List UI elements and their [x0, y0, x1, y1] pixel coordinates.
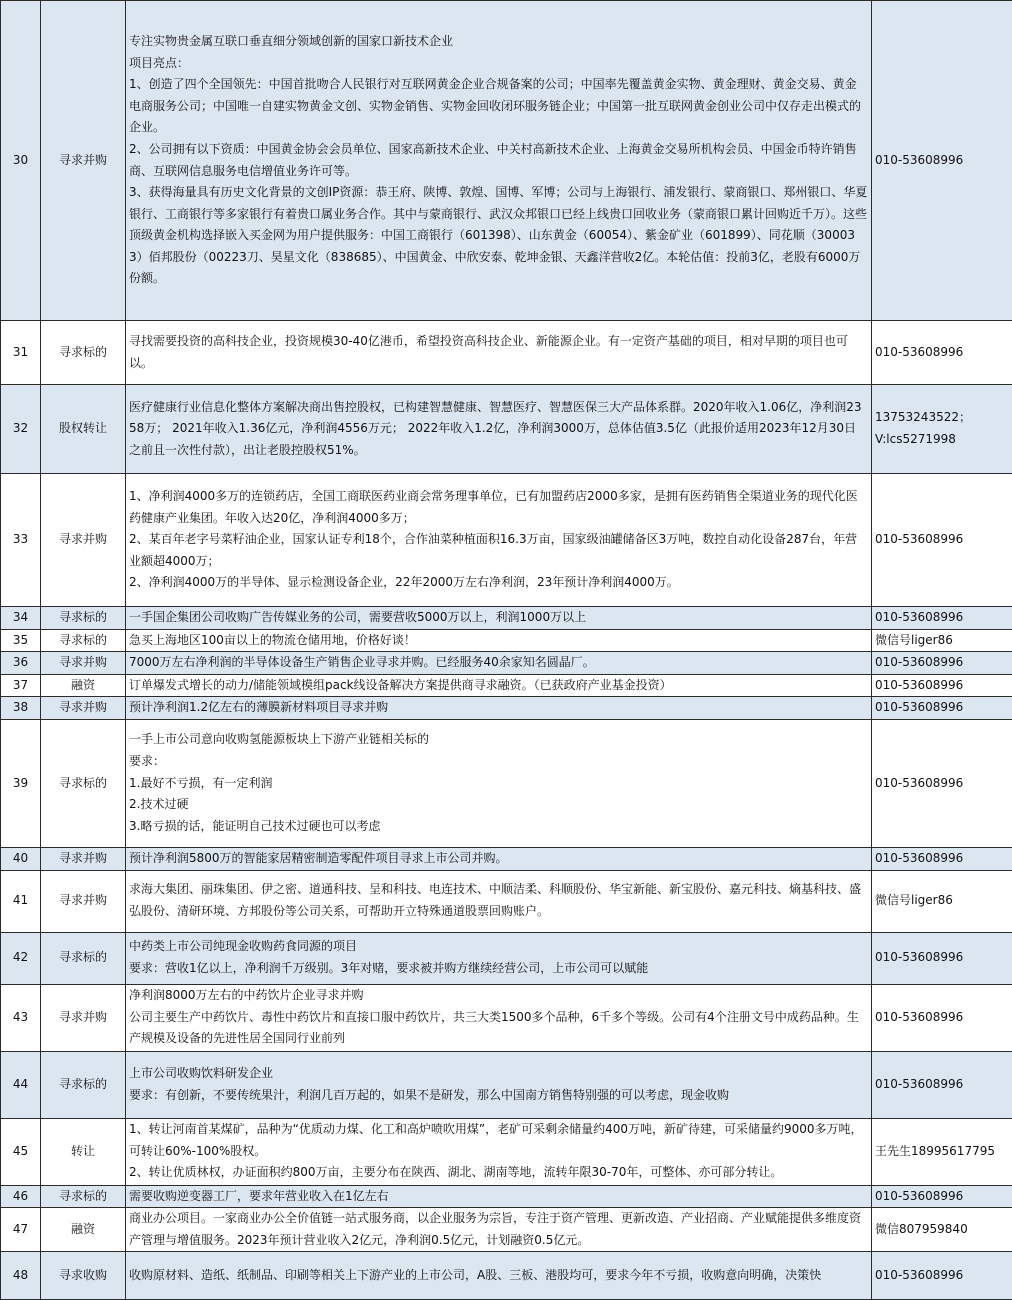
project-description-cell: 收购原材料、造纸、纸制品、印刷等相关上下游产业的上市公司，A股、三板、港股均可，要求今年不亏损，收购意向明确，决策快	[126, 1252, 872, 1300]
project-description-cell: 急买上海地区100亩以上的物流仓储用地，价格好谈！	[126, 629, 872, 652]
row-number-cell: 48	[1, 1252, 41, 1300]
row-number-cell: 30	[1, 1, 41, 321]
row-number-cell: 40	[1, 847, 41, 870]
deal-type-cell: 寻求标的	[41, 1051, 126, 1118]
contact-cell: 010-53608996	[872, 1185, 1012, 1208]
deal-type-cell: 寻求并购	[41, 474, 126, 607]
table-row	[1, 674, 1012, 697]
deal-type-cell: 寻求标的	[41, 321, 126, 385]
contact-cell: 微信号liger86	[872, 629, 1012, 652]
table-row	[1, 1, 1012, 321]
contact-cell: 010-53608996	[872, 652, 1012, 675]
deal-type-cell: 股权转让	[41, 385, 126, 474]
contact-cell: 010-53608996	[872, 607, 1012, 630]
project-description-cell: 预计净利润5800万的智能家居精密制造零配件项目寻求上市公司并购。	[126, 847, 872, 870]
row-number-cell: 43	[1, 984, 41, 1051]
contact-cell: 微信号liger86	[872, 870, 1012, 932]
contact-cell: 010-53608996	[872, 984, 1012, 1051]
row-number-cell: 44	[1, 1051, 41, 1118]
contact-cell: 010-53608996	[872, 321, 1012, 385]
project-description-cell: 专注实物贵金属互联口垂直细分领域创新的国家口新技术企业 项目亮点： 1、创造了四个全国领先：中国首批吻合人民银行对互联网黄金企业合规备案的公司；中国率先覆盖黄金实物、黄金理财、黄金交易、黄金电商服务公司；中国唯一自建实物黄金文创、实物金销售、实物金回收闭环服务链企业；中国第一批互联网黄金创业公司中仅存走出模式的企业。 2、公司拥有以下资质：中国黄金协会会员单位、国家高新技术企业、中关村高新技术企业、上海黄金交易所机构会员、中国金币特许销售商、互联网信息服务电信增值业务许可等。 3、获得海量具有历史文化背景的文创IP资源：恭王府、陕博、敦煌、国博、军博；公司与上海银行、浦发银行、蒙商银口、郑州银口、华夏银行、工商银行等多家银行有着贵口属业务合作。其中与蒙商银行、武汉众邦银口已经上线贵口回收业务（蒙商银口累计回购近千万）。这些顶级黄金机构选择嵌入买金网为用户提供服务：中国工商银行（601398）、山东黄金（60054）、紫金矿业（601899）、同花顺（300033）佰邦股份（00223刀、昊星文化（838685）、中国黄金、中欣安泰、乾坤金银、天鑫洋营收2亿。本轮估值：投前3亿，老股有6000万份额。	[126, 1, 872, 321]
deal-type-cell: 融资	[41, 1208, 126, 1252]
deal-type-cell: 寻求标的	[41, 932, 126, 984]
row-number-cell: 35	[1, 629, 41, 652]
contact-cell: 010-53608996	[872, 1252, 1012, 1300]
deal-type-cell: 寻求标的	[41, 719, 126, 847]
table-row	[1, 1208, 1012, 1252]
deal-type-cell: 融资	[41, 674, 126, 697]
project-description-cell: 一手国企集团公司收购广告传媒业务的公司，需要营收5000万以上，利润1000万以上	[126, 607, 872, 630]
table-row	[1, 607, 1012, 630]
table-row	[1, 652, 1012, 675]
table-row	[1, 629, 1012, 652]
table-row	[1, 1118, 1012, 1185]
project-description-cell: 1、转让河南首某煤矿，品种为“优质动力煤、化工和高炉喷吹用煤”，老矿可采剩余储量约400万吨，新矿待建，可采储量约9000多万吨，可转让60%-100%股权。 2、转让优质林权，办证面积约800万亩，主要分布在陕西、湖北、湖南等地，流转年限30-70年，可整体、亦可部分转让。	[126, 1118, 872, 1185]
contact-cell: 010-53608996	[872, 1, 1012, 321]
row-number-cell: 32	[1, 385, 41, 474]
project-description-cell: 预计净利润1.2亿左右的薄膜新材料项目寻求并购	[126, 697, 872, 720]
contact-cell: 010-53608996	[872, 719, 1012, 847]
row-number-cell: 33	[1, 474, 41, 607]
project-description-cell: 寻找需要投资的高科技企业，投资规模30-40亿港币，希望投资高科技企业、新能源企业。有一定资产基础的项目，相对早期的项目也可以。	[126, 321, 872, 385]
deal-type-cell: 寻求并购	[41, 870, 126, 932]
deal-type-cell: 寻求并购	[41, 847, 126, 870]
table-row	[1, 932, 1012, 984]
table-row	[1, 385, 1012, 474]
project-description-cell: 中药类上市公司纯现金收购药食同源的项目 要求：营收1亿以上，净利润千万级别。3年对赌，要求被并购方继续经营公司，上市公司可以赋能	[126, 932, 872, 984]
project-description-cell: 7000万左右净利润的半导体设备生产销售企业寻求并购。已经服务40余家知名圆晶厂。	[126, 652, 872, 675]
contact-cell: 微信807959840	[872, 1208, 1012, 1252]
project-description-cell: 求海大集团、丽珠集团、伊之密、道通科技、呈和科技、电连技术、中顺洁柔、科顺股份、华宝新能、新宝股份、嘉元科技、熵基科技、盛弘股份、清研环境、方邦股份等公司关系，可帮助开立特殊通道股票回购账户。	[126, 870, 872, 932]
row-number-cell: 45	[1, 1118, 41, 1185]
contact-cell: 010-53608996	[872, 932, 1012, 984]
contact-cell: 010-53608996	[872, 697, 1012, 720]
project-description-cell: 需要收购逆变器工厂，要求年营业收入在1亿左右	[126, 1185, 872, 1208]
deal-type-cell: 寻求收购	[41, 1252, 126, 1300]
row-number-cell: 37	[1, 674, 41, 697]
row-number-cell: 39	[1, 719, 41, 847]
row-number-cell: 47	[1, 1208, 41, 1252]
deal-type-cell: 寻求并购	[41, 984, 126, 1051]
deal-type-cell: 寻求标的	[41, 1185, 126, 1208]
table-row	[1, 321, 1012, 385]
table-row	[1, 870, 1012, 932]
table-row	[1, 474, 1012, 607]
deal-type-cell: 寻求并购	[41, 652, 126, 675]
project-description-cell: 医疗健康行业信息化整体方案解决商出售控股权，已构建智慧健康、智慧医疗、智慧医保三大产品体系群。2020年收入1.06亿，净利润2358万； 2021年收入1.36亿元，净利润4556万元； 2022年收入1.2亿，净利润3000万，总体估值3.5亿（此报价适用2023年12月30日之前且一次性付款），出让老股控股权51%。	[126, 385, 872, 474]
table-row	[1, 1051, 1012, 1118]
table-row	[1, 1252, 1012, 1300]
project-description-cell: 商业办公项目。一家商业办公全价值链一站式服务商，以企业服务为宗旨，专注于资产管理、更新改造、产业招商、产业赋能提供多维度资产管理与增值服务。2023年预计营业收入2亿元，净利润0.5亿元，计划融资0.5亿元。	[126, 1208, 872, 1252]
project-description-cell: 净利润8000万左右的中药饮片企业寻求并购 公司主要生产中药饮片、毒性中药饮片和直接口服中药饮片，共三大类1500多个品种，6千多个等级。公司有4个注册文号中成药品种。生产规模及设备的先进性居全国同行业前列	[126, 984, 872, 1051]
table-row	[1, 697, 1012, 720]
deal-type-cell: 转让	[41, 1118, 126, 1185]
deal-type-cell: 寻求并购	[41, 697, 126, 720]
row-number-cell: 34	[1, 607, 41, 630]
table-row	[1, 719, 1012, 847]
contact-cell: 王先生18995617795	[872, 1118, 1012, 1185]
project-description-cell: 1、净利润4000多万的连锁药店，全国工商联医药业商会常务理事单位，已有加盟药店2000多家，是拥有医药销售全渠道业务的现代化医药健康产业集团。年收入达20亿，净利润4000多万； 2、某百年老字号菜籽油企业，国家认证专利18个，合作油菜种植面积16.3万亩，国家级油罐储备区3万吨，数控自动化设备287台，年营业额超4000万； 2、净利润4000万的半导体、显示检测设备企业，22年2000万左右净利润，23年预计净利润4000万。	[126, 474, 872, 607]
table-row	[1, 984, 1012, 1051]
contact-cell: 13753243522； V:lcs5271998	[872, 385, 1012, 474]
row-number-cell: 38	[1, 697, 41, 720]
table-row	[1, 847, 1012, 870]
project-table-body	[1, 1, 1012, 1300]
deal-type-cell: 寻求并购	[41, 1, 126, 321]
row-number-cell: 41	[1, 870, 41, 932]
contact-cell: 010-53608996	[872, 474, 1012, 607]
table-row	[1, 1185, 1012, 1208]
project-description-cell: 一手上市公司意向收购氢能源板块上下游产业链相关标的 要求： 1.最好不亏损，有一定利润 2.技术过硬 3.略亏损的话，能证明自己技术过硬也可以考虑	[126, 719, 872, 847]
project-description-cell: 订单爆发式增长的动力/储能领域模组pack线设备解决方案提供商寻求融资。（已获政府产业基金投资）	[126, 674, 872, 697]
contact-cell: 010-53608996	[872, 674, 1012, 697]
row-number-cell: 31	[1, 321, 41, 385]
contact-cell: 010-53608996	[872, 1051, 1012, 1118]
deal-type-cell: 寻求标的	[41, 607, 126, 630]
row-number-cell: 46	[1, 1185, 41, 1208]
deal-type-cell: 寻求标的	[41, 629, 126, 652]
row-number-cell: 36	[1, 652, 41, 675]
contact-cell: 010-53608996	[872, 847, 1012, 870]
row-number-cell: 42	[1, 932, 41, 984]
project-description-cell: 上市公司收购饮料研发企业 要求：有创新，不要传统果汁，利润几百万起的，如果不是研发，那么中国南方销售特别强的可以考虑，现金收购	[126, 1051, 872, 1118]
